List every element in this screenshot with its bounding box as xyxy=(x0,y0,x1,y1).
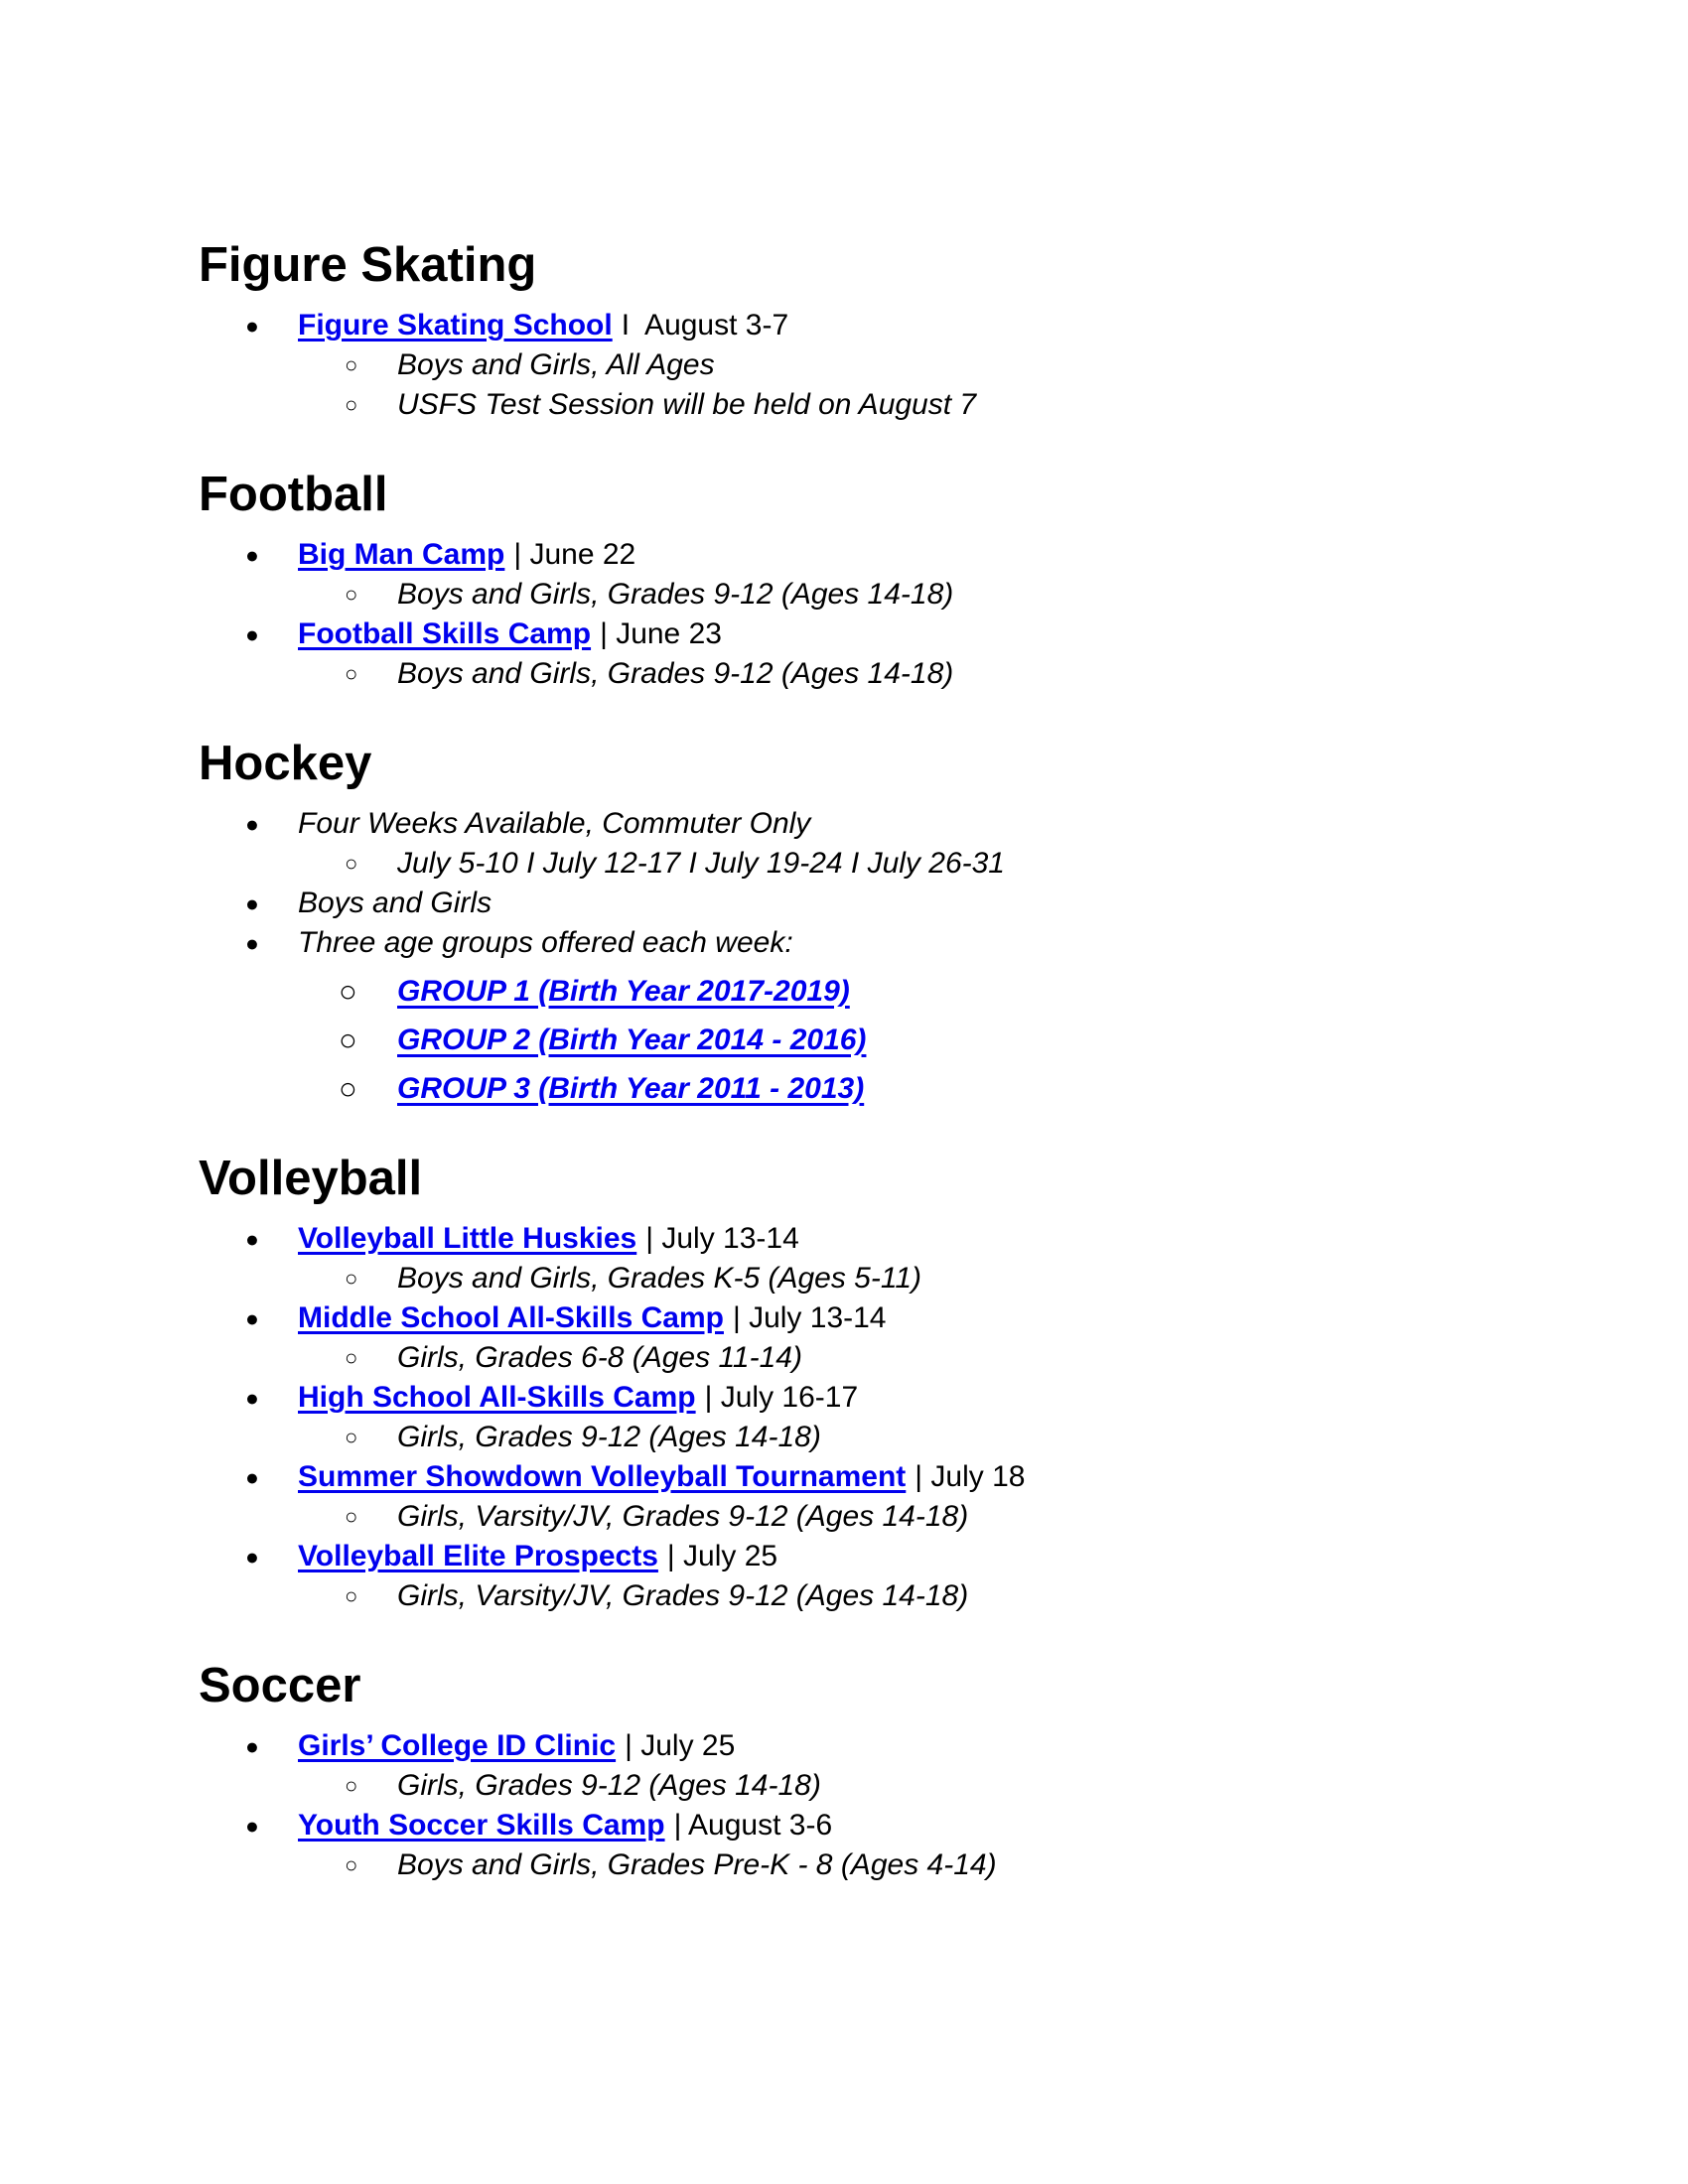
list-item xyxy=(199,1298,1509,1338)
link-football-skills-camp[interactable]: Football Skills Camp xyxy=(298,617,592,650)
sub-item-text: Boys and Girls, Grades K-5 (Ages 5-11) xyxy=(397,1262,921,1295)
circle-icon: ○ xyxy=(345,1773,358,1798)
link-middle-school-all-skills-camp[interactable]: Middle School All-Skills Camp xyxy=(298,1301,724,1334)
bullet-icon: ● xyxy=(245,313,259,339)
circle-icon: ○ xyxy=(345,392,358,417)
camp-date: I August 3-7 xyxy=(621,309,789,341)
camp-date: | July 13-14 xyxy=(732,1301,887,1334)
camp-date: | June 22 xyxy=(513,538,636,571)
list-item xyxy=(199,1726,1509,1766)
link-figure-skating-school[interactable]: Figure Skating School xyxy=(298,309,613,341)
list-item xyxy=(199,884,1509,923)
sub-list-item xyxy=(199,1845,1509,1885)
camp-list xyxy=(199,1219,1509,1616)
sub-item-text: Girls, Grades 9-12 (Ages 14-18) xyxy=(397,1769,821,1802)
link-volleyball-little-huskies[interactable]: Volleyball Little Huskies xyxy=(298,1222,637,1255)
section-heading-football: Football xyxy=(199,468,388,521)
camp-date: | June 23 xyxy=(600,617,722,650)
link-volleyball-elite-prospects[interactable]: Volleyball Elite Prospects xyxy=(298,1540,658,1572)
camp-list xyxy=(199,1726,1509,1885)
link-group-2[interactable]: GROUP 2 (Birth Year 2014 - 2016) xyxy=(397,1024,867,1056)
camp-date: | July 25 xyxy=(625,1729,736,1762)
circle-icon: ○ xyxy=(339,1071,357,1106)
link-group-3[interactable]: GROUP 3 (Birth Year 2011 - 2013) xyxy=(397,1072,865,1105)
sub-item-text: Girls, Varsity/JV, Grades 9-12 (Ages 14-18) xyxy=(397,1579,969,1612)
sub-list-item xyxy=(199,1418,1509,1457)
link-summer-showdown-volleyball-tournament[interactable]: Summer Showdown Volleyball Tournament xyxy=(298,1460,907,1493)
link-high-school-all-skills-camp[interactable]: High School All-Skills Camp xyxy=(298,1381,696,1414)
circle-icon: ○ xyxy=(345,1504,358,1529)
section-hockey xyxy=(199,737,1509,1109)
circle-icon: ○ xyxy=(345,1852,358,1877)
bullet-icon: ● xyxy=(245,811,259,837)
section-football xyxy=(199,468,1509,694)
bullet-icon: ● xyxy=(245,1464,259,1490)
item-text: Three age groups offered each week: xyxy=(298,926,793,959)
camp-date: | July 18 xyxy=(914,1460,1026,1493)
section-heading-volleyball: Volleyball xyxy=(199,1152,423,1205)
circle-icon: ○ xyxy=(345,1583,358,1608)
sub-list-item xyxy=(199,844,1509,884)
sub-item-text: Girls, Varsity/JV, Grades 9-12 (Ages 14-18) xyxy=(397,1500,969,1533)
link-big-man-camp[interactable]: Big Man Camp xyxy=(298,538,505,571)
list-item xyxy=(199,614,1509,654)
bullet-icon: ● xyxy=(245,930,259,956)
group-list-item xyxy=(199,972,1509,1012)
sub-list-item xyxy=(199,654,1509,694)
bullet-icon: ● xyxy=(245,1305,259,1331)
section-soccer xyxy=(199,1659,1509,1885)
section-heading-figure-skating: Figure Skating xyxy=(199,238,537,292)
bullet-icon: ● xyxy=(245,1813,259,1839)
camp-list xyxy=(199,804,1509,963)
bullet-icon: ● xyxy=(245,1544,259,1570)
sub-item-text: Girls, Grades 6-8 (Ages 11-14) xyxy=(397,1341,802,1374)
link-group-1[interactable]: GROUP 1 (Birth Year 2017-2019) xyxy=(397,975,850,1008)
list-item xyxy=(199,1806,1509,1845)
camp-date: | July 25 xyxy=(666,1540,778,1572)
sub-list-item xyxy=(199,1338,1509,1378)
circle-icon: ○ xyxy=(339,974,357,1009)
sub-list-item xyxy=(199,1576,1509,1616)
circle-icon: ○ xyxy=(345,582,358,607)
circle-icon: ○ xyxy=(345,851,358,876)
sub-item-text: Boys and Girls, Grades 9-12 (Ages 14-18) xyxy=(397,657,954,690)
list-item xyxy=(199,306,1509,345)
circle-icon: ○ xyxy=(345,1425,358,1449)
section-heading-soccer: Soccer xyxy=(199,1659,361,1712)
sub-item-text: July 5-10 I July 12-17 I July 19-24 I July 26-31 xyxy=(397,847,1005,880)
sub-list-item xyxy=(199,345,1509,385)
camp-date: | July 13-14 xyxy=(645,1222,799,1255)
list-item xyxy=(199,804,1509,844)
sub-list-item xyxy=(199,575,1509,614)
item-text: Four Weeks Available, Commuter Only xyxy=(298,807,811,840)
camp-date: | July 16-17 xyxy=(704,1381,859,1414)
link-youth-soccer-skills-camp[interactable]: Youth Soccer Skills Camp xyxy=(298,1809,665,1842)
circle-icon: ○ xyxy=(345,1266,358,1291)
list-item xyxy=(199,1537,1509,1576)
sub-item-text: Boys and Girls, Grades 9-12 (Ages 14-18) xyxy=(397,578,954,611)
link-girls-college-id-clinic[interactable]: Girls’ College ID Clinic xyxy=(298,1729,617,1762)
bullet-icon: ● xyxy=(245,1385,259,1411)
age-group-list xyxy=(199,972,1509,1109)
bullet-icon: ● xyxy=(245,542,259,568)
bullet-icon: ● xyxy=(245,890,259,916)
circle-icon: ○ xyxy=(345,1345,358,1370)
sub-item-text: Boys and Girls, Grades Pre-K - 8 (Ages 4-14) xyxy=(397,1848,997,1881)
sub-list-item xyxy=(199,1259,1509,1298)
group-list-item xyxy=(199,1069,1509,1109)
circle-icon: ○ xyxy=(339,1023,357,1057)
sub-item-text: USFS Test Session will be held on August 7 xyxy=(397,388,977,421)
list-item xyxy=(199,1219,1509,1259)
bullet-icon: ● xyxy=(245,1226,259,1252)
sub-item-text: Girls, Grades 9-12 (Ages 14-18) xyxy=(397,1421,821,1453)
list-item xyxy=(199,923,1509,963)
list-item xyxy=(199,1378,1509,1418)
camp-date: | August 3-6 xyxy=(673,1809,833,1842)
camp-list xyxy=(199,306,1509,425)
list-item xyxy=(199,535,1509,575)
sub-list-item xyxy=(199,1497,1509,1537)
bullet-icon: ● xyxy=(245,1733,259,1759)
group-list-item xyxy=(199,1021,1509,1060)
bullet-icon: ● xyxy=(245,621,259,647)
section-heading-hockey: Hockey xyxy=(199,737,372,790)
item-text: Boys and Girls xyxy=(298,887,492,919)
list-item xyxy=(199,1457,1509,1497)
circle-icon: ○ xyxy=(345,661,358,686)
sub-item-text: Boys and Girls, All Ages xyxy=(397,348,715,381)
circle-icon: ○ xyxy=(345,352,358,377)
sub-list-item xyxy=(199,385,1509,425)
section-volleyball xyxy=(199,1152,1509,1616)
camp-list xyxy=(199,535,1509,694)
section-figure-skating xyxy=(199,238,1509,425)
sub-list-item xyxy=(199,1766,1509,1806)
